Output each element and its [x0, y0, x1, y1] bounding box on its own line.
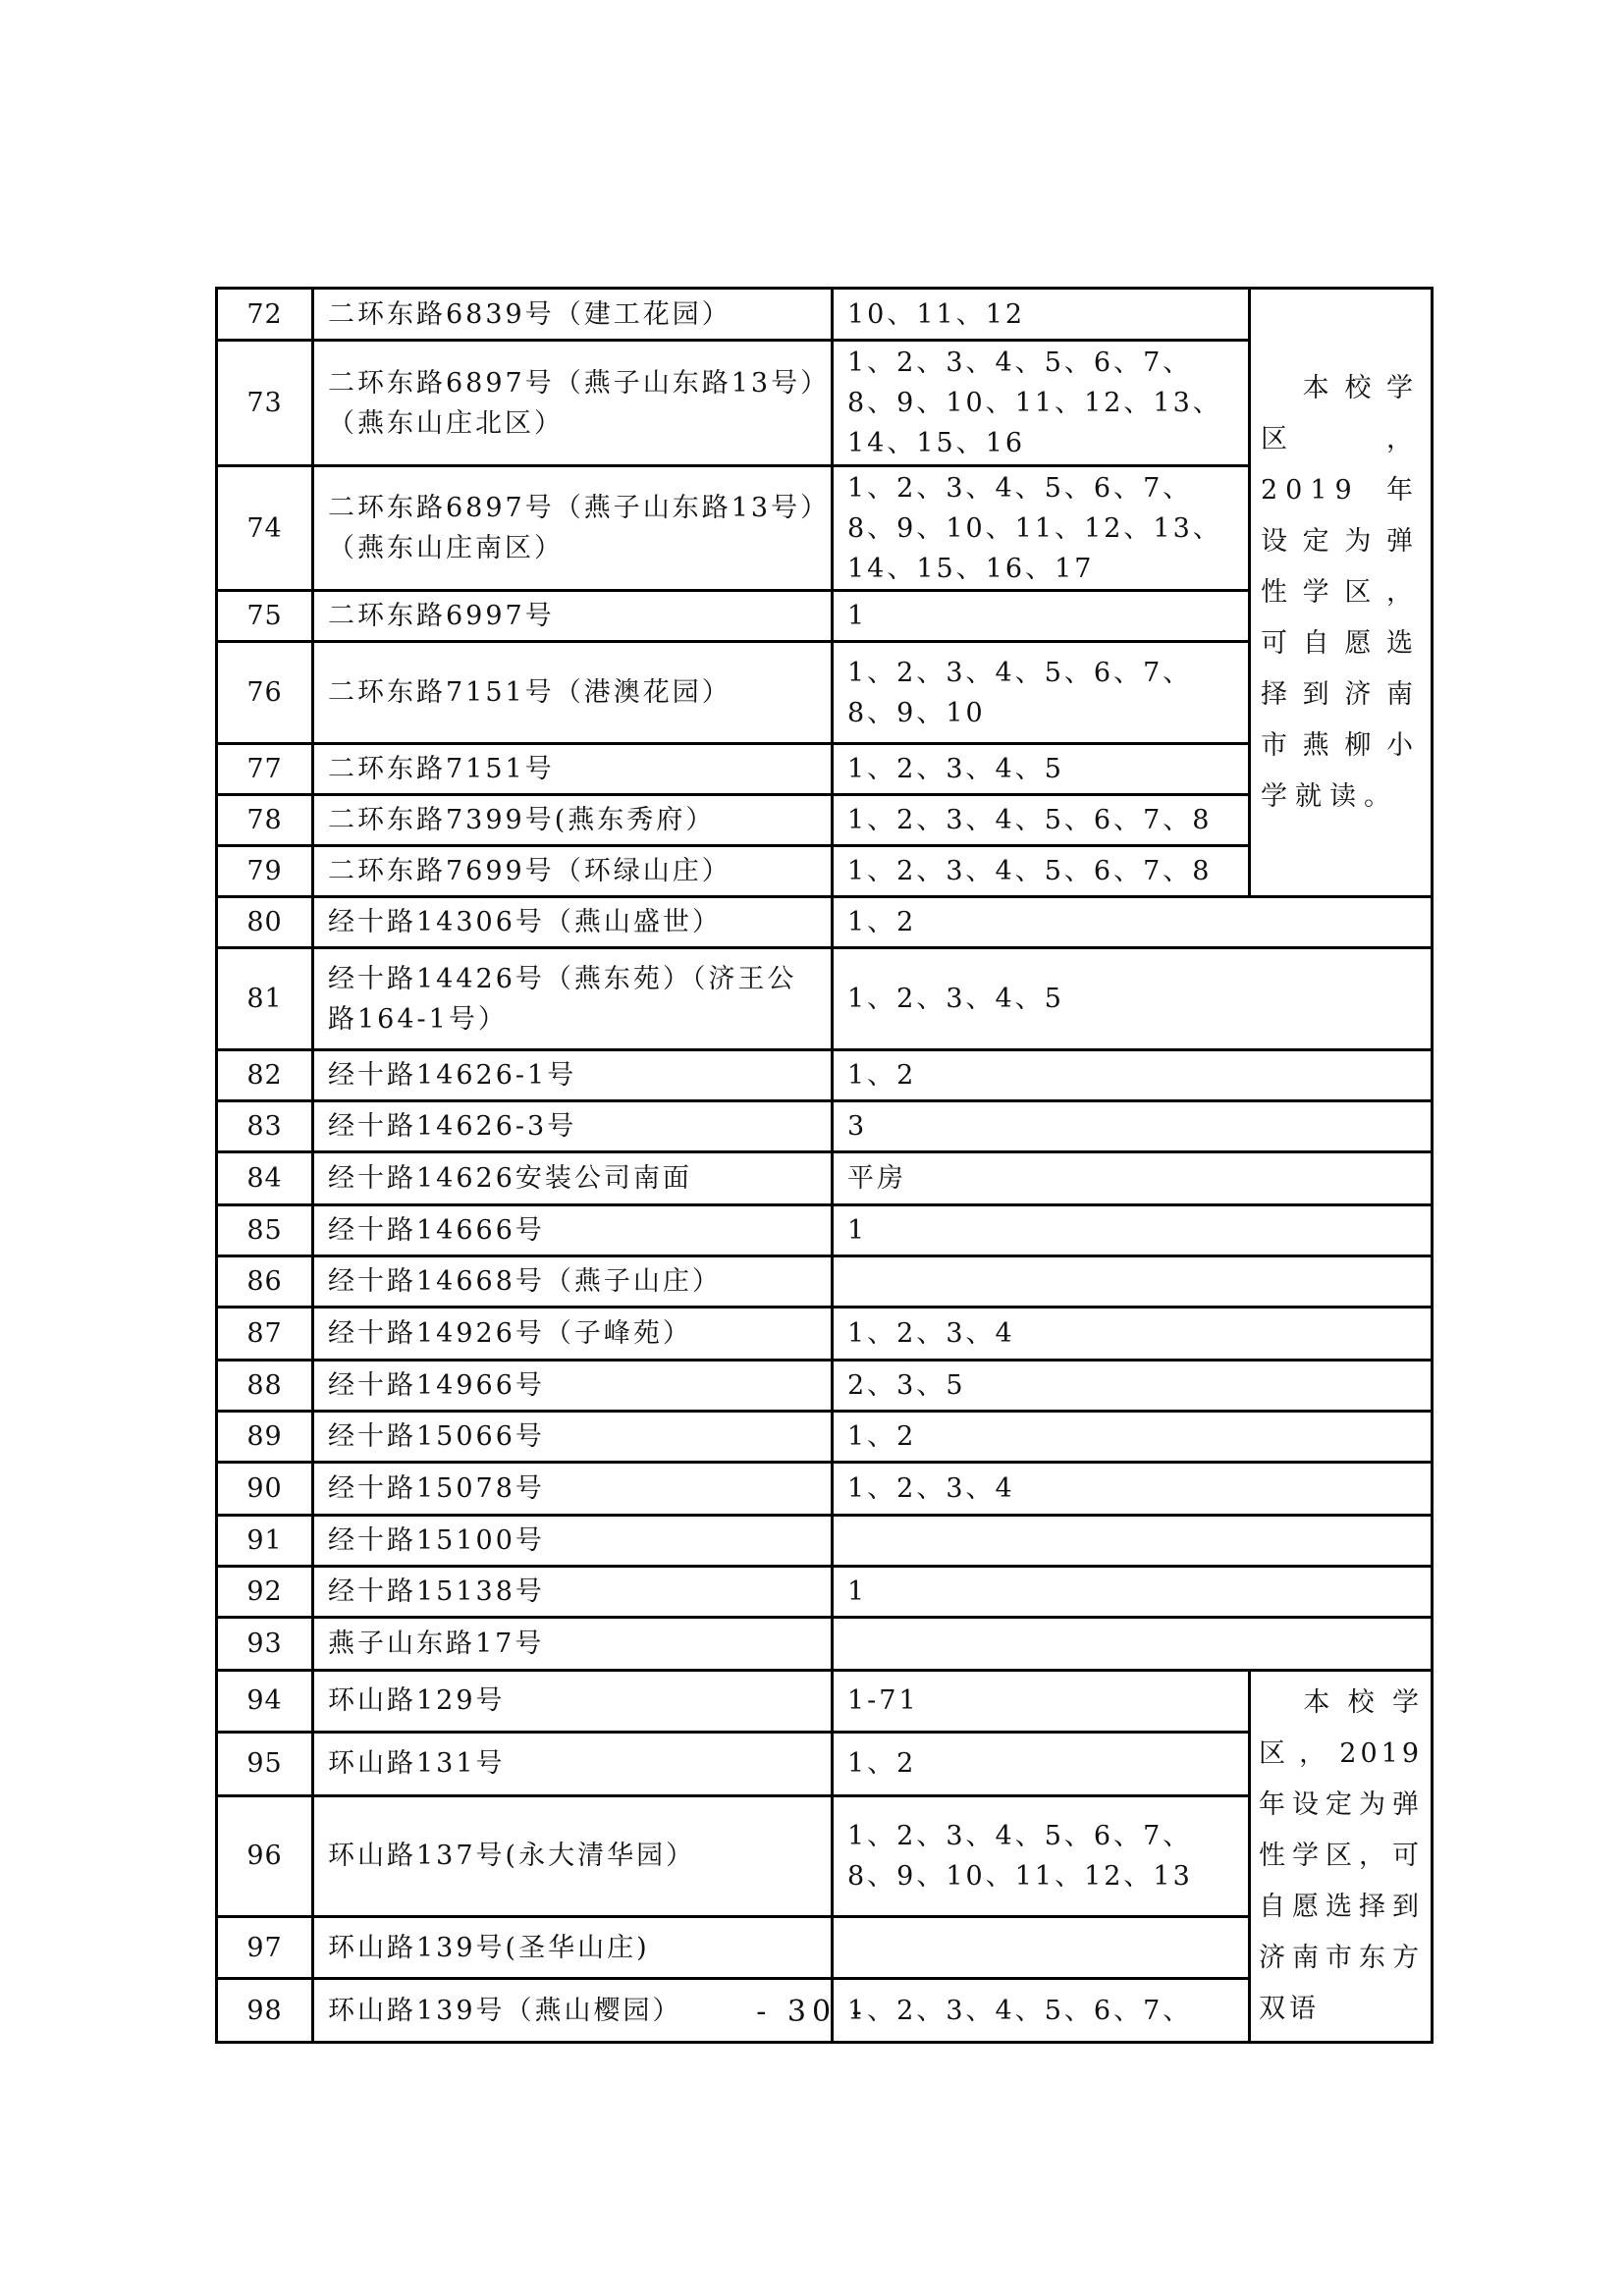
building-numbers-cell: 1、2 — [833, 897, 1433, 948]
building-numbers-cell: 1 — [833, 1567, 1433, 1618]
building-numbers-cell: 1、2、3、4、5、6、7、8、9、10、11、12、13 — [833, 1795, 1250, 1917]
row-number: 82 — [217, 1050, 313, 1101]
building-numbers-cell — [833, 1256, 1433, 1308]
table-row — [217, 1308, 1433, 1361]
address-cell: 经十路14426号（燕东苑）（济王公路164-1号） — [313, 948, 833, 1050]
address-cell: 二环东路6897号（燕子山东路13号）（燕东山庄南区） — [313, 466, 833, 591]
building-numbers-cell: 1-71 — [833, 1671, 1250, 1733]
address-cell: 经十路14666号 — [313, 1205, 833, 1256]
address-cell: 二环东路6839号（建工花园） — [313, 289, 833, 341]
row-number: 85 — [217, 1205, 313, 1256]
building-numbers-cell: 1、2 — [833, 1412, 1433, 1463]
table-row — [217, 1516, 1433, 1567]
address-cell: 环山路139号（燕山樱园） — [313, 1979, 833, 2043]
row-number: 94 — [217, 1671, 313, 1733]
address-cell: 经十路14626安装公司南面 — [313, 1152, 833, 1205]
table-row — [217, 1256, 1433, 1308]
row-number: 89 — [217, 1412, 313, 1463]
building-numbers-cell: 1、2、3、4、5、6、7、8 — [833, 795, 1250, 846]
address-cell: 经十路14966号 — [313, 1361, 833, 1412]
row-number: 81 — [217, 948, 313, 1050]
address-cell: 经十路14306号（燕山盛世） — [313, 897, 833, 948]
address-cell: 经十路14668号（燕子山庄） — [313, 1256, 833, 1308]
row-number: 84 — [217, 1152, 313, 1205]
address-cell: 经十路14626-3号 — [313, 1101, 833, 1152]
building-numbers-cell: 1、2、3、4 — [833, 1463, 1433, 1516]
table-row — [217, 1205, 1433, 1256]
building-numbers-cell: 1、2、3、4、5、6、7、8、9、10、11、12、13、14、15、16 — [833, 341, 1250, 466]
address-cell: 经十路15138号 — [313, 1567, 833, 1618]
building-numbers-cell: 1、2、3、4、5、6、7、8、9、10、11、12、13、14、15、16、17 — [833, 466, 1250, 591]
address-cell: 经十路15078号 — [313, 1463, 833, 1516]
table-row — [217, 1618, 1433, 1671]
row-number: 83 — [217, 1101, 313, 1152]
building-numbers-cell — [833, 1917, 1250, 1979]
address-cell: 二环东路7699号（环绿山庄） — [313, 846, 833, 897]
building-numbers-cell: 3 — [833, 1101, 1433, 1152]
address-cell: 经十路15066号 — [313, 1412, 833, 1463]
building-numbers-cell: 1、2 — [833, 1732, 1250, 1795]
address-cell: 环山路129号 — [313, 1671, 833, 1733]
address-cell: 二环东路7151号（港澳花园） — [313, 642, 833, 744]
page-number: - 30 - — [756, 1995, 868, 2029]
building-numbers-cell: 1、2、3、4、5、6、7、 — [833, 1979, 1250, 2043]
building-numbers-cell: 1、2 — [833, 1050, 1433, 1101]
table-row — [217, 1412, 1433, 1463]
address-cell: 二环东路7399号(燕东秀府） — [313, 795, 833, 846]
address-cell: 经十路15100号 — [313, 1516, 833, 1567]
row-number: 88 — [217, 1361, 313, 1412]
address-cell: 经十路14626-1号 — [313, 1050, 833, 1101]
address-cell: 环山路137号(永大清华园） — [313, 1795, 833, 1917]
building-numbers-cell: 1、2、3、4、5 — [833, 948, 1433, 1050]
table-row — [217, 1671, 1433, 1733]
school-district-note: 本校学区，2019年设定为弹性学区，可自愿选择到济南市东方双语 — [1250, 1671, 1433, 2043]
row-number: 80 — [217, 897, 313, 948]
row-number: 95 — [217, 1732, 313, 1795]
row-number: 93 — [217, 1618, 313, 1671]
address-cell: 二环东路6897号（燕子山东路13号）（燕东山庄北区） — [313, 341, 833, 466]
building-numbers-cell: 1 — [833, 591, 1250, 642]
row-number: 91 — [217, 1516, 313, 1567]
address-cell: 二环东路7151号 — [313, 744, 833, 795]
row-number: 87 — [217, 1308, 313, 1361]
row-number: 90 — [217, 1463, 313, 1516]
building-numbers-cell: 平房 — [833, 1152, 1433, 1205]
row-number: 98 — [217, 1979, 313, 2043]
row-number: 75 — [217, 591, 313, 642]
row-number: 96 — [217, 1795, 313, 1917]
building-numbers-cell: 2、3、5 — [833, 1361, 1433, 1412]
building-numbers-cell: 1、2、3、4、5、6、7、8 — [833, 846, 1250, 897]
building-numbers-cell: 1、2、3、4、5、6、7、8、9、10 — [833, 642, 1250, 744]
row-number: 78 — [217, 795, 313, 846]
table-row — [217, 1050, 1433, 1101]
row-number: 77 — [217, 744, 313, 795]
row-number: 72 — [217, 289, 313, 341]
building-numbers-cell: 1 — [833, 1205, 1433, 1256]
address-cell: 经十路14926号（子峰苑） — [313, 1308, 833, 1361]
row-number: 86 — [217, 1256, 313, 1308]
row-number: 92 — [217, 1567, 313, 1618]
table-row — [217, 1152, 1433, 1205]
table-row — [217, 1463, 1433, 1516]
address-cell: 环山路131号 — [313, 1732, 833, 1795]
table-row — [217, 897, 1433, 948]
building-numbers-cell — [833, 1516, 1433, 1567]
address-cell: 二环东路6997号 — [313, 591, 833, 642]
school-district-note: 本校学区，2019年设定为弹性学区，可自愿选择到济南市燕柳小学就读。 — [1250, 289, 1433, 897]
school-district-table — [215, 287, 1434, 2044]
table-row — [217, 948, 1433, 1050]
table-row — [217, 1101, 1433, 1152]
address-cell: 燕子山东路17号 — [313, 1618, 833, 1671]
table-row — [217, 1567, 1433, 1618]
building-numbers-cell: 1、2、3、4 — [833, 1308, 1433, 1361]
building-numbers-cell — [833, 1618, 1433, 1671]
table-row — [217, 289, 1433, 341]
address-cell: 环山路139号(圣华山庄) — [313, 1917, 833, 1979]
table-row — [217, 1361, 1433, 1412]
row-number: 76 — [217, 642, 313, 744]
row-number: 74 — [217, 466, 313, 591]
row-number: 73 — [217, 341, 313, 466]
row-number: 79 — [217, 846, 313, 897]
building-numbers-cell: 10、11、12 — [833, 289, 1250, 341]
row-number: 97 — [217, 1917, 313, 1979]
building-numbers-cell: 1、2、3、4、5 — [833, 744, 1250, 795]
